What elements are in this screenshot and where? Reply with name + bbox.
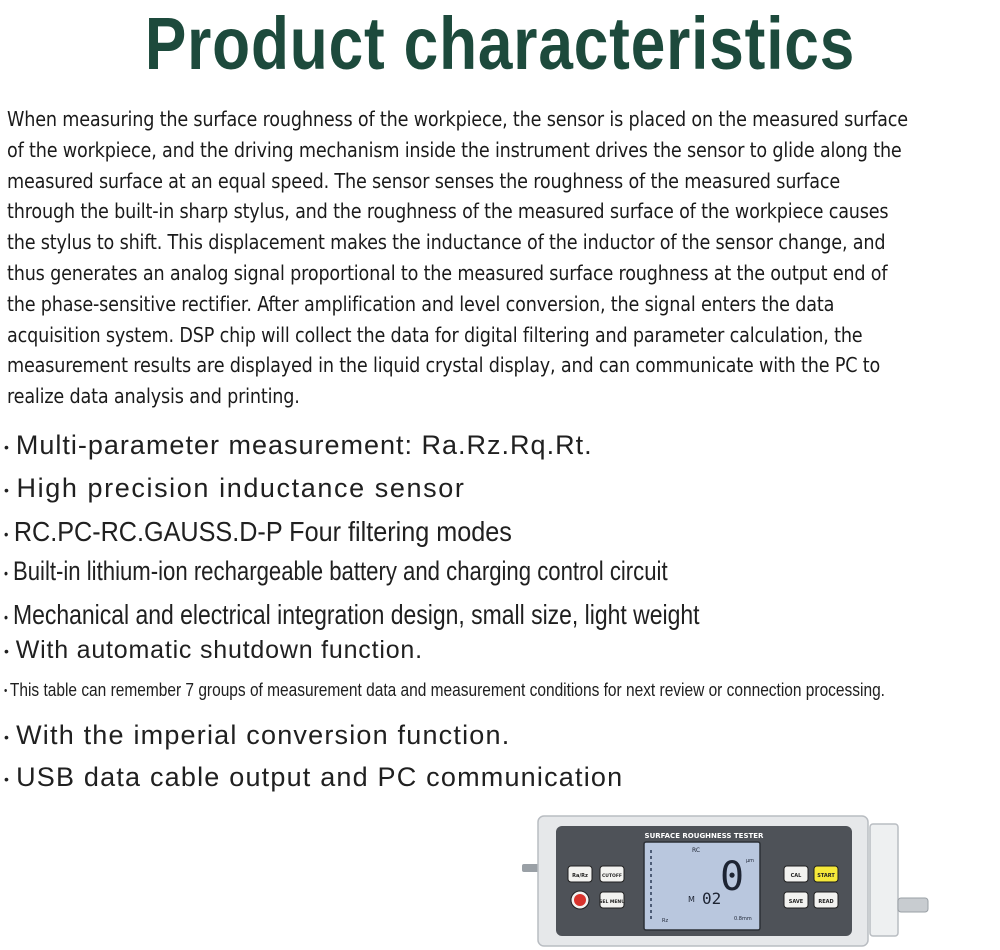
bullet-icon: • — [4, 525, 9, 542]
start-button-label: START — [817, 873, 835, 879]
description-line: realize data analysis and printing. — [7, 384, 300, 409]
description-paragraph — [7, 104, 1000, 412]
bullet-icon: • — [4, 608, 9, 625]
lcd-bottom-left: Rz — [662, 918, 669, 924]
panel-label: SURFACE ROUGHNESS TESTER — [644, 832, 764, 840]
feature-item — [4, 473, 465, 504]
description-line: acquisition system. DSP chip will collect the data for digital filtering and parameter calculation, the — [7, 322, 863, 347]
feature-item — [4, 556, 668, 587]
sensor-housing — [870, 824, 898, 936]
description-line: the phase-sensitive rectifier. After amplification and level conversion, the signal enters the data — [7, 291, 835, 316]
description-line: of the workpiece, and the driving mechanism inside the instrument drives the sensor to glide along the — [7, 137, 902, 162]
description-line: thus generates an analog signal proportional to the measured surface roughness at the output end of — [7, 260, 888, 285]
power-icon — [574, 894, 586, 906]
bullet-icon: • — [4, 728, 11, 745]
feature-text: With the imperial conversion function. — [16, 720, 511, 750]
feature-text: Multi-parameter measurement: Ra.Rz.Rq.Rt. — [15, 430, 593, 460]
feature-text: USB data cable output and PC communication — [16, 762, 624, 792]
feature-text: With automatic shutdown function. — [15, 636, 423, 664]
lcd-sub-value: 02 — [702, 889, 722, 908]
sensor-probe — [898, 898, 928, 912]
cal-button-label: CAL — [790, 873, 802, 879]
feature-item — [4, 636, 423, 665]
roughness-tester-image — [520, 810, 940, 950]
bullet-icon: • — [4, 481, 11, 498]
feature-item — [4, 516, 512, 548]
page-title: Product characteristics — [144, 2, 856, 85]
lcd-main-value: 0 — [720, 854, 745, 900]
bullet-icon: • — [4, 643, 10, 660]
feature-text: Mechanical and electrical integration design, small size, light weight — [12, 599, 700, 630]
read-button-label: READ — [818, 899, 834, 905]
bullet-icon: • — [4, 564, 9, 581]
save-button-label: SAVE — [788, 899, 804, 905]
feature-item — [4, 762, 623, 793]
lcd-top-left: RC — [692, 847, 701, 854]
feature-text: High precision inductance sensor — [16, 473, 466, 503]
lcd-sub-prefix: M — [688, 895, 695, 904]
description-line: When measuring the surface roughness of the workpiece, the sensor is placed on the measured surface — [7, 107, 908, 131]
lcd-bottom-right: 0.8mm — [734, 916, 752, 922]
feature-item — [4, 680, 885, 701]
feature-text: Built-in lithium-ion rechargeable battery and charging control circuit — [12, 556, 668, 586]
bullet-icon: • — [4, 685, 8, 698]
description-line: the stylus to shift. This displacement makes the inductance of the inductor of the sensor change, and — [7, 230, 886, 255]
bullet-icon: • — [4, 438, 10, 455]
description-line: measured surface at an equal speed. The sensor senses the roughness of the measured surface — [7, 168, 841, 193]
ra-button-label: Ra/Rz — [572, 873, 588, 879]
description-line: through the built-in sharp stylus, and the roughness of the measured surface of the workpiece causes — [7, 199, 889, 224]
feature-item — [4, 430, 593, 461]
description-line: measurement results are displayed in the liquid crystal display, and can communicate with the PC to — [7, 353, 881, 378]
lcd-unit: µm — [746, 858, 755, 864]
cutoff-button-label: CUTOFF — [602, 874, 622, 879]
feature-text: RC.PC-RC.GAUSS.D-P Four filtering modes — [13, 516, 512, 547]
feature-text: This table can remember 7 groups of measurement data and measurement conditions for next review or connection processing. — [9, 680, 885, 700]
bullet-icon: • — [4, 770, 11, 787]
feature-item — [4, 720, 510, 751]
feature-item — [4, 599, 700, 631]
sel-menu-button-label: SEL MENU — [599, 900, 625, 905]
